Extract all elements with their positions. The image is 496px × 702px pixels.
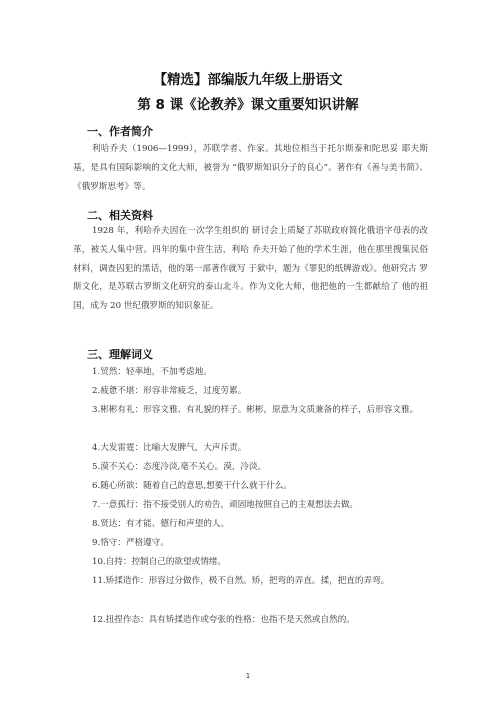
section-heading-author: 一、作者简介 [87, 125, 153, 138]
vocab-item: 3.彬彬有礼：形容文雅、有礼貌的样子。彬彬，原意为文质兼备的样子，后形容文雅。 [92, 405, 419, 415]
vocab-item: 8.贤达：有才能、德行和声望的人。 [92, 519, 230, 529]
vocab-item: 10.自持：控制自己的欲望或情绪。 [92, 557, 226, 567]
page-number: 1 [245, 672, 251, 680]
vocab-item: 4.大发雷霆：比喻大发脾气，大声斥责。 [92, 443, 247, 453]
vocab-item: 2.疲惫不堪：形容非常疲乏，过度劳累。 [92, 386, 247, 396]
vocab-item: 9.恪守：严格遵守。 [92, 538, 169, 548]
background-paragraph: 1928 年，利哈乔夫因在一次学生组织的 研讨会上质疑了苏联政府简化俄语字母表的改 革，被关人集中营。四年的集中营生活，利哈 乔夫开始了他的学术生涯，他在那里搜集民俗 材料，调查囚犯的黑话，他的第一部著作就写 于狱中，题为《罪犯的纸牌游戏》。他研究古 罗斯文化，是苏联古罗斯文化研究的泰山北斗。作为文化大师，他把他的一生都献给了 他的祖国，成为 20 世纪俄罗斯的知识象征。 [73, 226, 428, 312]
author-paragraph: 利哈乔夫（1906—1999），苏联学者、作家。其地位相当于托尔斯泰和陀思妥 耶夫斯基，是具有国际影响的文化大师，被誉为 “俄罗斯知识分子的良心”。著作有《善与美书简》、《俄罗斯思考》等。 [73, 144, 428, 192]
vocab-item: 6.随心所欲：随着自己的意思,想要干什么就干什么。 [92, 481, 292, 491]
vocab-item: 12.扭捏作态：具有矫揉造作或夸张的性格：也指不是天然或自然的。 [92, 615, 355, 625]
vocab-item: 1.贸然：轻率地，不加考虑地。 [92, 367, 212, 377]
lesson-title: 第 8 课《论教养》课文重要知识讲解 [137, 97, 359, 113]
vocab-item: 5.漠不关心：态度冷淡,毫不关心。漠，冷淡。 [92, 462, 267, 472]
section-heading-vocabulary: 三、理解词义 [87, 348, 153, 361]
vocab-item: 11.矫揉造作：形容过分做作，极不自然。矫，把弯的弄直。揉，把直的弄弯。 [92, 576, 390, 586]
document-title: 【精选】部编版九年级上册语文 [153, 72, 343, 88]
vocab-item: 7.一意孤行：指不接受别人的劝告，顽固地按照自己的主观想法去做。 [92, 500, 359, 510]
section-heading-background: 二、相关资料 [87, 209, 153, 222]
